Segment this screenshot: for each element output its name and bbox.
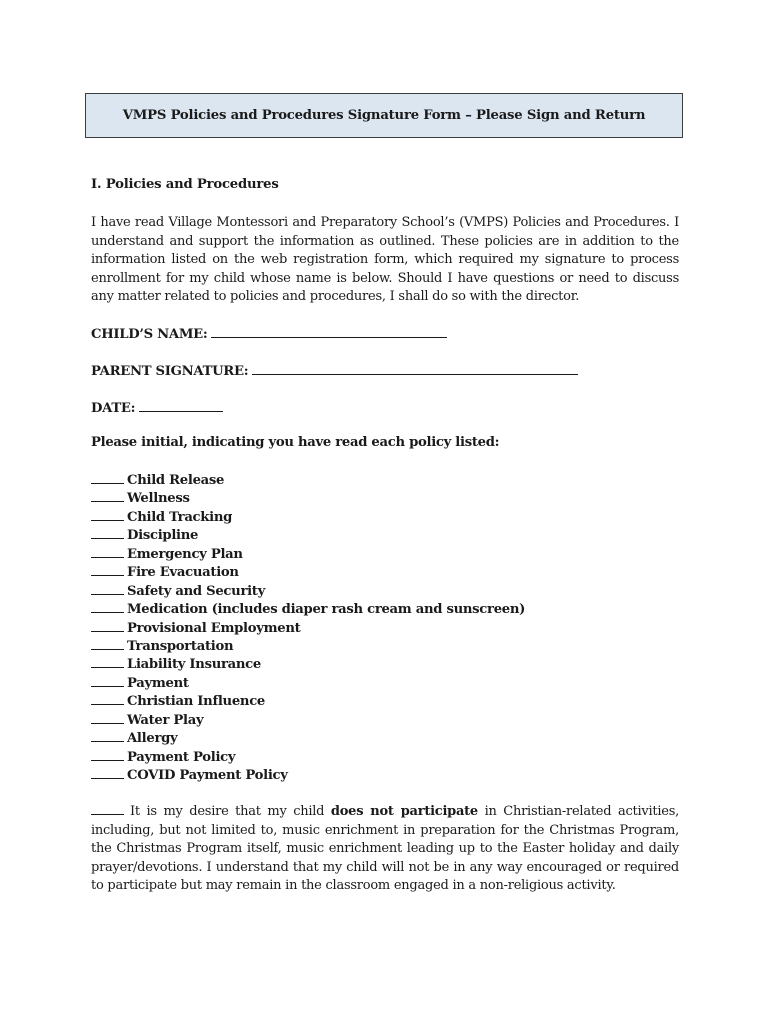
- initial-blank[interactable]: [91, 564, 124, 576]
- opt-out-text-start: It is my desire that my child: [130, 804, 325, 819]
- policy-item: [91, 527, 525, 545]
- policy-item: [91, 693, 525, 711]
- policy-item: [91, 656, 525, 674]
- form-title: VMPS Policies and Procedures Signature Form – Please Sign and Return: [122, 108, 646, 123]
- policy-label: Christian Influence: [127, 694, 266, 710]
- policy-item: [91, 749, 525, 767]
- child-name-label: CHILD’S NAME:: [91, 327, 208, 342]
- initial-blank[interactable]: [91, 601, 124, 613]
- opt-out-emphasis: does not participate: [330, 804, 478, 819]
- opt-out-paragraph: [91, 803, 679, 896]
- policy-label: Wellness: [127, 491, 190, 507]
- policy-label: Provisional Employment: [127, 620, 301, 636]
- policy-item: [91, 583, 525, 601]
- policy-item: [91, 638, 525, 656]
- parent-signature-field[interactable]: [91, 362, 578, 379]
- form-title-box: [85, 93, 683, 138]
- policy-item: [91, 767, 525, 785]
- date-label: DATE:: [91, 401, 136, 416]
- policy-item: [91, 509, 525, 527]
- initial-instruction: Please initial, indicating you have read each policy listed:: [91, 435, 500, 450]
- parent-signature-line[interactable]: [252, 362, 578, 375]
- initial-blank[interactable]: [91, 693, 124, 705]
- child-name-line[interactable]: [211, 325, 447, 338]
- initial-blank[interactable]: [91, 472, 124, 484]
- policy-label: Liability Insurance: [127, 657, 261, 673]
- policy-item: [91, 546, 525, 564]
- initial-blank[interactable]: [91, 490, 124, 502]
- policy-label: Fire Evacuation: [127, 565, 239, 581]
- initial-blank[interactable]: [91, 583, 124, 595]
- policy-label: Allergy: [127, 731, 178, 747]
- policy-item: [91, 472, 525, 490]
- policy-label: COVID Payment Policy: [127, 768, 288, 783]
- initial-blank[interactable]: [91, 527, 124, 539]
- date-field[interactable]: [91, 399, 223, 416]
- initial-blank[interactable]: [91, 675, 124, 687]
- policy-label: Payment Policy: [127, 749, 236, 765]
- initial-blank[interactable]: [91, 767, 124, 779]
- initial-blank[interactable]: [91, 546, 124, 558]
- policy-label: Medication (includes diaper rash cream and sunscreen): [127, 602, 526, 618]
- initial-blank[interactable]: [91, 656, 124, 668]
- initial-blank[interactable]: [91, 509, 124, 521]
- policy-item: [91, 620, 525, 638]
- policy-item: [91, 490, 525, 508]
- initial-blank[interactable]: [91, 730, 124, 742]
- policy-item: [91, 564, 525, 582]
- policy-item: [91, 675, 525, 693]
- policy-label: Water Play: [127, 712, 204, 728]
- policy-label: Child Release: [127, 473, 225, 488]
- initial-blank[interactable]: [91, 620, 124, 632]
- opt-out-text-end: in Christian-related activities, including, but not limited to, music enrichment in preparation for the Christmas Program, the Christmas Program itself, music enrichment leading up to the Easter holiday and daily prayer/devotions. I understand that my child will not be in any way encouraged or required to participate but may remain in the classroom engaged in a non-religious activity.: [91, 804, 680, 894]
- policy-label: Discipline: [127, 528, 199, 544]
- opt-out-initial-blank[interactable]: [91, 803, 124, 815]
- parent-signature-label: PARENT SIGNATURE:: [91, 364, 249, 379]
- date-line[interactable]: [139, 399, 223, 412]
- section-heading: I. Policies and Procedures: [91, 177, 279, 192]
- initial-blank[interactable]: [91, 712, 124, 724]
- initial-blank[interactable]: [91, 749, 124, 761]
- policy-label: Child Tracking: [127, 509, 233, 525]
- policy-label: Safety and Security: [127, 583, 265, 599]
- policy-label: Transportation: [127, 638, 234, 654]
- policy-list: [91, 472, 525, 785]
- child-name-field[interactable]: [91, 325, 447, 342]
- policy-label: Payment: [127, 675, 189, 691]
- intro-paragraph: I have read Village Montessori and Preparatory School’s (VMPS) Policies and Procedures. I understand and support the information as outlined. These policies are in addition to the information listed on the web registration form, which required my signature to process enrollment for my child whose name is below. Should I have questions or need to discuss any matter related to policies and procedures, I shall do so with the director.: [91, 215, 679, 305]
- policy-label: Emergency Plan: [127, 546, 243, 562]
- policy-item: [91, 730, 525, 748]
- initial-blank[interactable]: [91, 638, 124, 650]
- policy-item: [91, 712, 525, 730]
- policy-item: [91, 601, 525, 619]
